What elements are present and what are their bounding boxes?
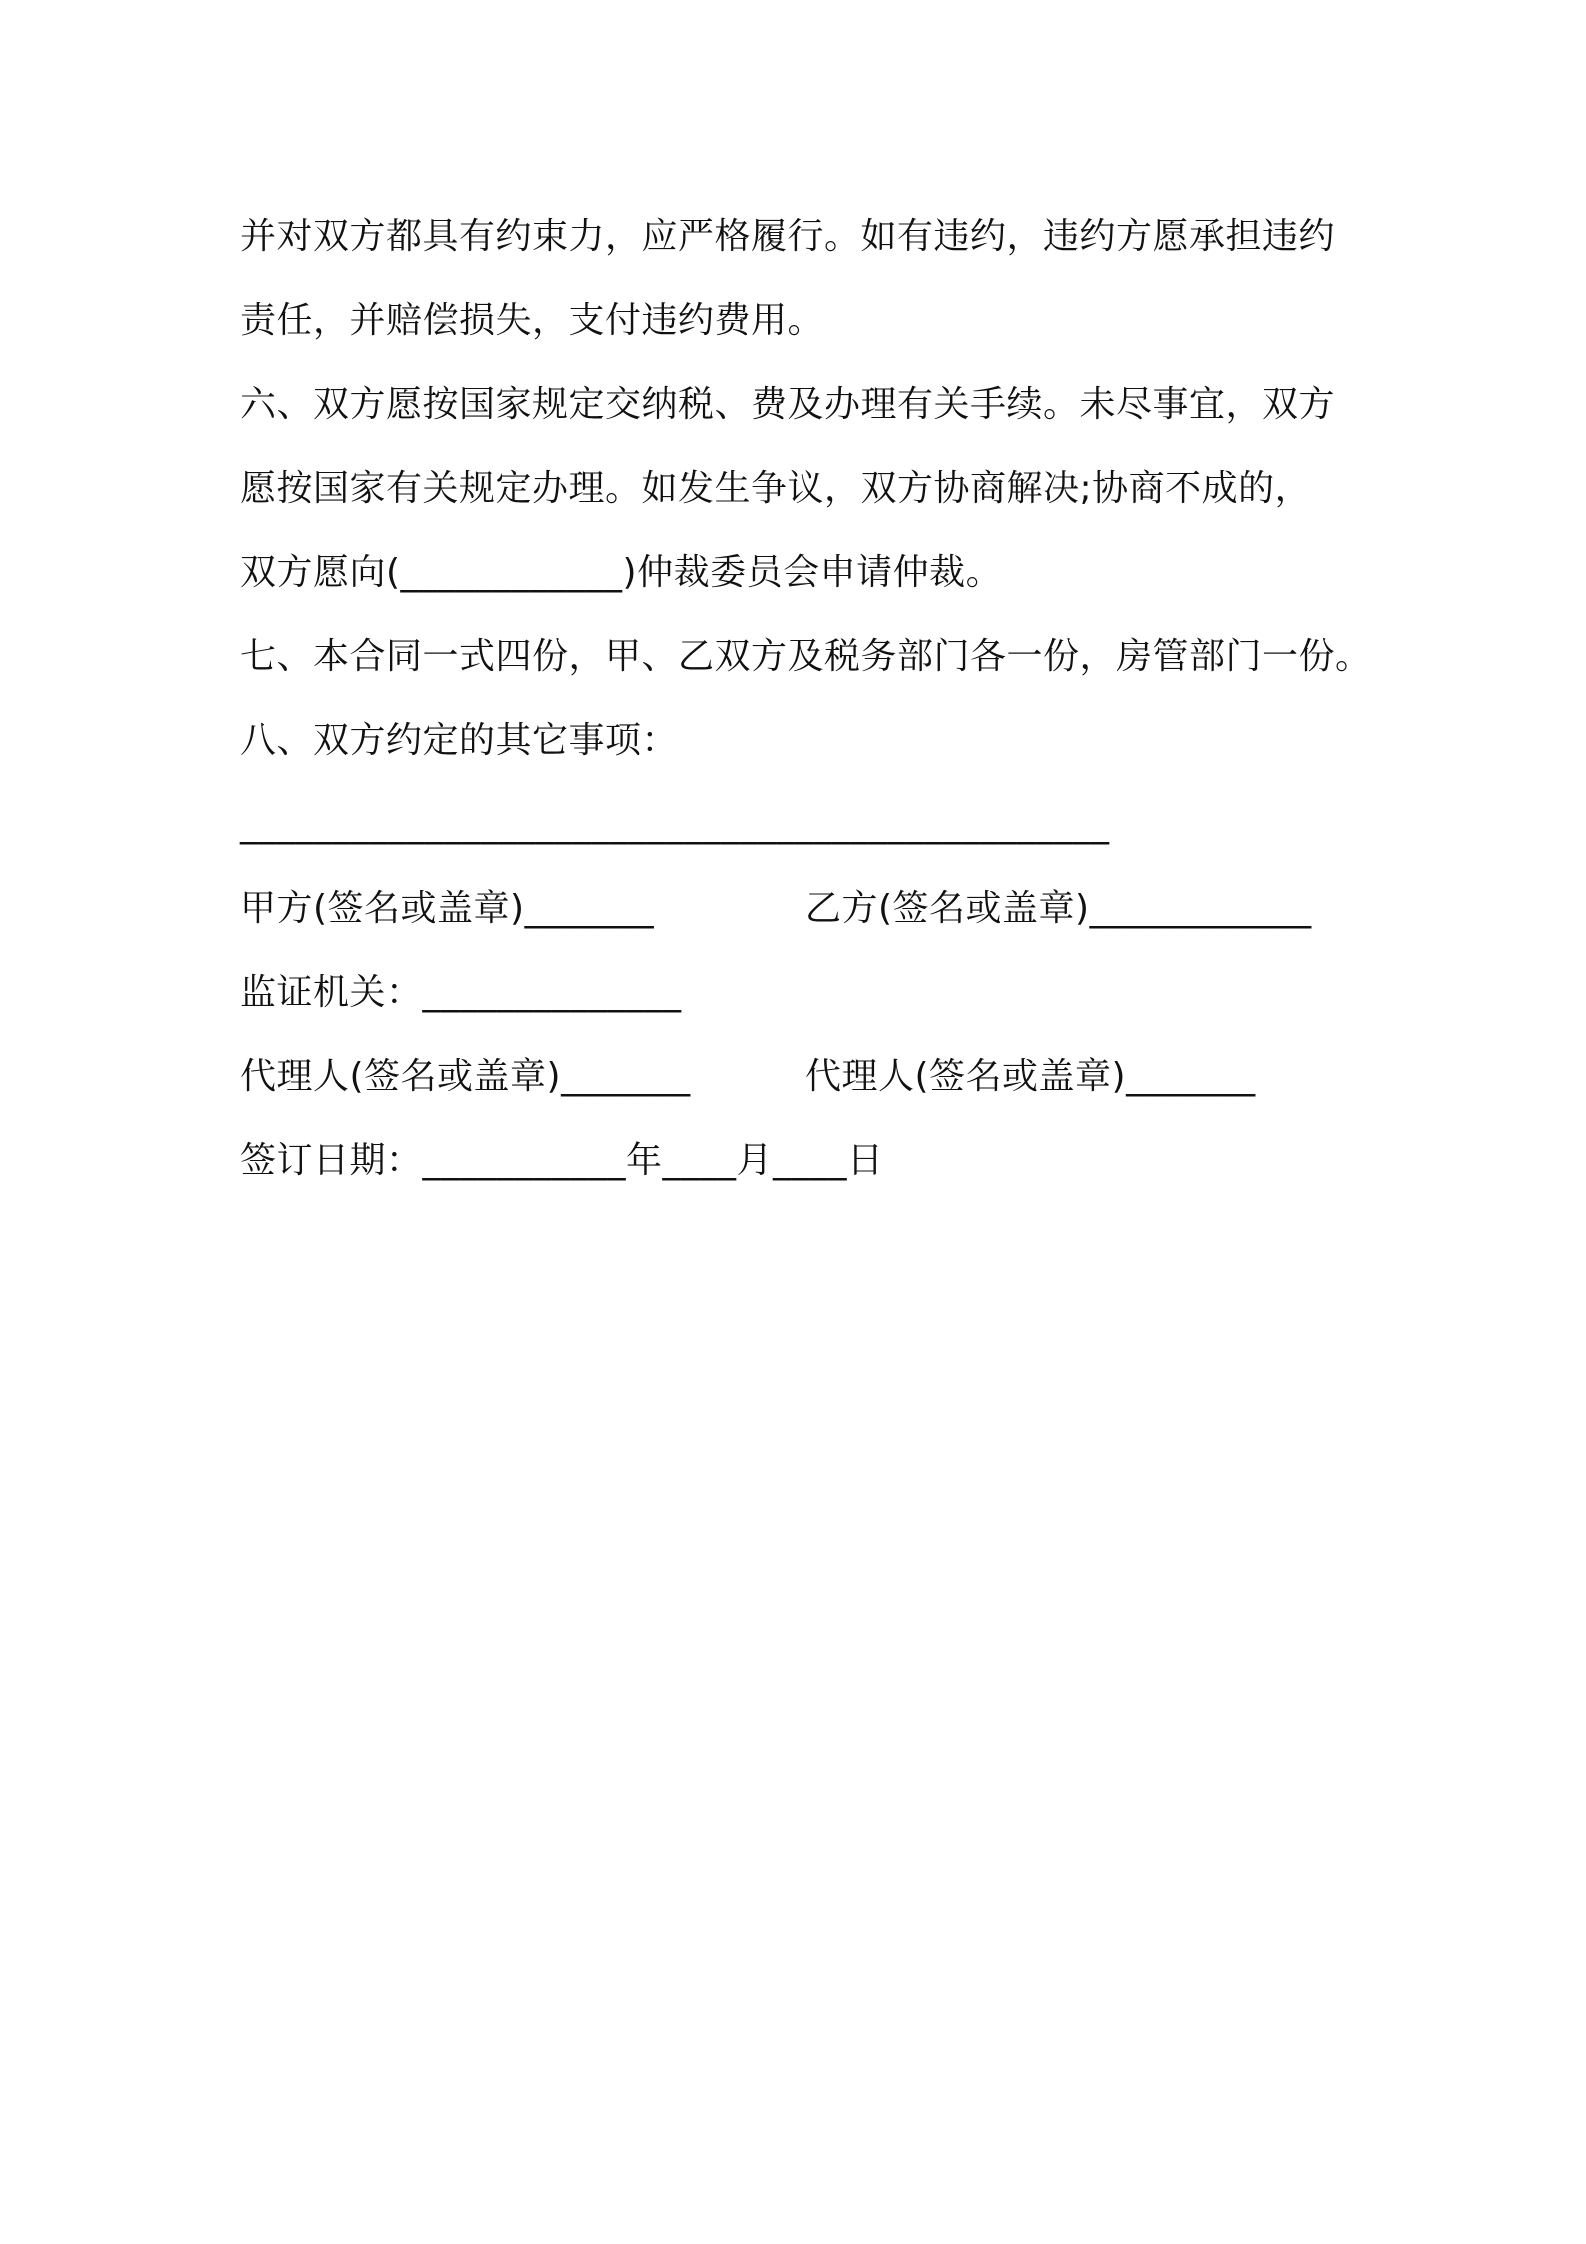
- clause-8-blank-line: _______________________________________________: [240, 804, 1110, 845]
- clause-6-line-2: 愿按国家有关规定办理。如发生争议，双方协商解决;协商不成的，: [240, 468, 1312, 509]
- party-signature-row: [240, 867, 1360, 951]
- paragraph-continuation-line-2: 责任，并赔偿损失，支付违约费用。: [240, 300, 825, 341]
- agent-a-signature: 代理人(签名或盖章)_______: [240, 1056, 691, 1097]
- clause-8: 八、双方约定的其它事项：: [240, 720, 679, 761]
- clause-6-line-3: 双方愿向(____________)仲裁委员会申请仲裁。: [240, 552, 1003, 593]
- signing-date: 签订日期：___________年____月____日: [240, 1140, 884, 1181]
- agent-b-signature: 代理人(签名或盖章)_______: [805, 1056, 1256, 1097]
- agent-signature-row: [240, 1035, 1360, 1119]
- party-a-signature: 甲方(签名或盖章)_______: [240, 888, 655, 929]
- paragraph-continuation-line-1: 并对双方都具有约束力，应严格履行。如有违约，违约方愿承担违约: [240, 216, 1336, 257]
- document-body: [240, 195, 1372, 1203]
- party-b-signature: 乙方(签名或盖章)____________: [805, 888, 1312, 929]
- clause-6-line-1: 六、双方愿按国家规定交纳税、费及办理有关手续。未尽事宜，双方: [240, 384, 1336, 425]
- clause-7: 七、本合同一式四份，甲、乙双方及税务部门各一份，房管部门一份。: [240, 636, 1372, 677]
- supervising-authority: 监证机关：______________: [240, 972, 682, 1013]
